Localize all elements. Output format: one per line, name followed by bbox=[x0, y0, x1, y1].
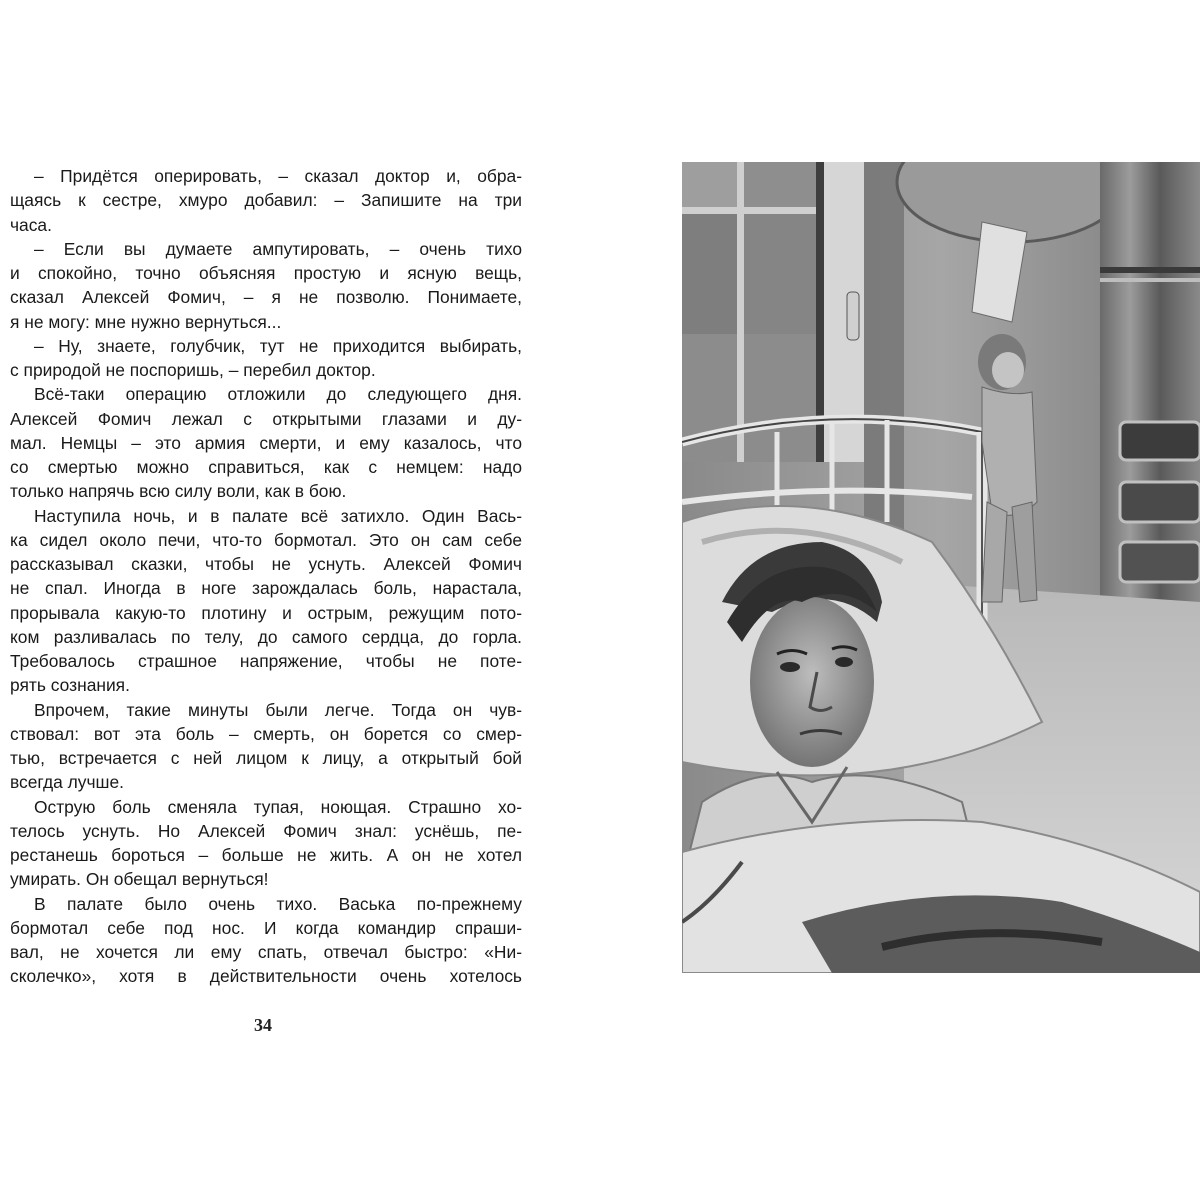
text-line: – Придётся оперировать, – сказал доктор и, обра- bbox=[34, 166, 522, 186]
text-line: сколечко», хотя в действительности очень хотелось bbox=[10, 966, 522, 987]
text-line: Острую боль сменяла тупая, ноющая. Страшно хо- bbox=[34, 796, 522, 817]
text-line: ка сидел около печи, что-то бормотал. Это он сам себе bbox=[10, 529, 522, 550]
text-line: – Если вы думаете ампутировать, – очень тихо bbox=[34, 238, 522, 259]
text-line: со смертью можно справиться, как с немцем: надо bbox=[10, 457, 522, 477]
text-line: Наступила ночь, и в палате всё затихло. Один Вась- bbox=[34, 505, 522, 526]
text-line: рассказывал сказки, чтобы не уснуть. Алексей Фомич bbox=[10, 554, 522, 574]
text-line: ком разливалась по телу, до самого сердца, до горла. bbox=[10, 626, 522, 647]
text-line: не спал. Иногда в ноге зарождалась боль, нарастала, bbox=[10, 578, 522, 599]
text-line: часа. bbox=[10, 214, 52, 235]
text-line: Всё-таки операцию отложили до следующего дня. bbox=[34, 384, 522, 405]
text-line: и спокойно, точно объясняя простую и ясную вещь, bbox=[10, 263, 522, 283]
text-line: вал, не хочется ли ему спать, отвечал быстро: «Ни- bbox=[10, 942, 522, 962]
stove bbox=[1100, 162, 1200, 602]
text-line: Алексей Фомич лежал с открытыми глазами и ду- bbox=[10, 408, 522, 429]
text-line: щаясь к сестре, хмуро добавил: – Запишите на три bbox=[10, 190, 522, 211]
text-line: только напрячь всю силу воли, как в бою. bbox=[10, 481, 347, 502]
illustration-drawing bbox=[682, 162, 1200, 973]
text-line: рять сознания. bbox=[10, 675, 130, 696]
text-line: мал. Немцы – это армия смерти, и ему казалось, что bbox=[10, 432, 522, 453]
text-line: бормотал себе под нос. И когда командир спраши- bbox=[10, 917, 522, 938]
page-text-column bbox=[10, 164, 522, 989]
text-line: тью, встречается с ней лицом к лицу, а открытый бой bbox=[10, 748, 522, 768]
text-line: я не могу: мне нужно вернуться... bbox=[10, 311, 282, 332]
text-line: с природой не поспоришь, – перебил доктор. bbox=[10, 360, 376, 380]
text-line: прорывала какую-то плотину и острым, режущим пото- bbox=[10, 602, 522, 623]
text-line: телось уснуть. Но Алексей Фомич знал: уснёшь, пе- bbox=[10, 820, 522, 841]
text-line: рестанешь бороться – больше не жить. А он не хотел bbox=[10, 845, 522, 865]
text-line: В палате было очень тихо. Васька по-прежнему bbox=[34, 893, 522, 914]
text-line: Требовалось страшное напряжение, чтобы не поте- bbox=[10, 651, 522, 671]
text-line: сказал Алексей Фомич, – я не позволю. Понимаете, bbox=[10, 287, 522, 308]
text-line: ствовал: вот эта боль – смерть, он борется со смер- bbox=[10, 723, 522, 744]
text-line: Впрочем, такие минуты были легче. Тогда он чув- bbox=[34, 699, 522, 720]
door-handle bbox=[847, 292, 859, 340]
page-number: 34 bbox=[254, 1015, 272, 1035]
text-line: умирать. Он обещал вернуться! bbox=[10, 869, 269, 890]
text-line: – Ну, знаете, голубчик, тут не приходится выбирать, bbox=[34, 335, 522, 356]
text-line: всегда лучше. bbox=[10, 772, 124, 793]
illustration-hospital-scene bbox=[682, 162, 1200, 973]
